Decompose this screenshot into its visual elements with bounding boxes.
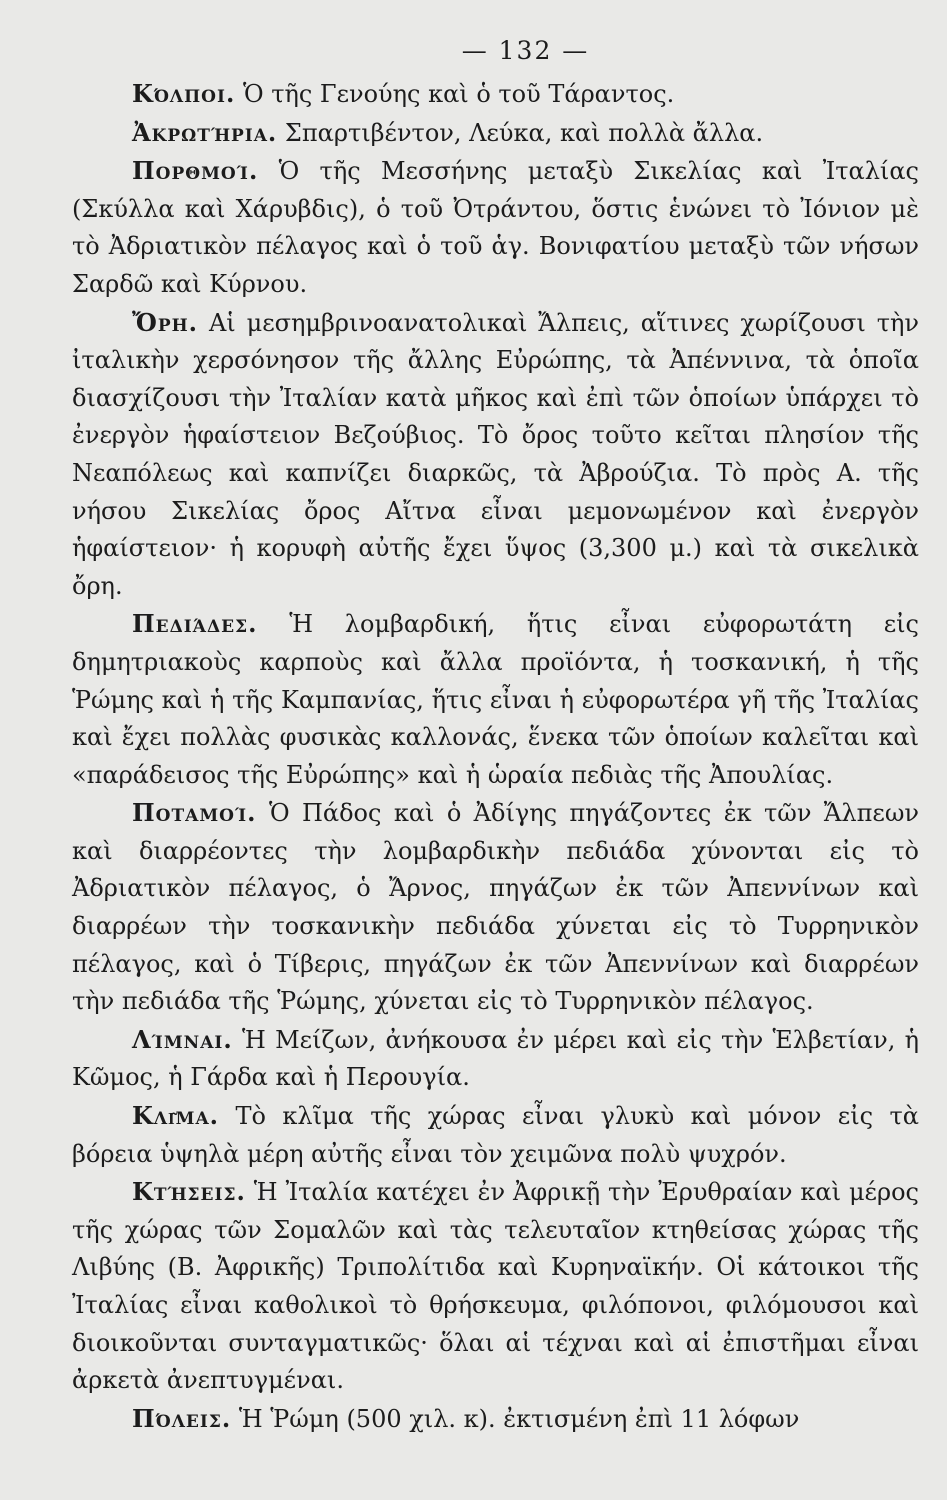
page-number: — 132 —	[461, 36, 590, 65]
section-heading: Ἀκρωτήρια.	[132, 117, 278, 147]
section-text: Ἡ λομβαρδική, ἥτις εἶναι εὐφορωτάτη εἰς δημητριακοὺς καρποὺς καὶ ἄλλα προϊόντα, ἡ τοσκανική, ἡ τῆς Ῥώμης καὶ ἡ τῆς Καμπανίας, ἥτις εἶναι ἡ εὐφορωτέρα γῆ τῆς Ἰταλίας καὶ ἔχει πολλὰς φυσικὰς καλλονάς, ἕνεκα τῶν ὁποίων καλεῖται καὶ «παράδεισος τῆς Εὐρώπης» καὶ ἡ ὡραία πεδιὰς τῆς Ἀπουλίας.	[72, 610, 919, 789]
section-text: Ἡ Ἰταλία κατέχει ἐν Ἀφρικῇ τὴν Ἐρυθραίαν καὶ μέρος τῆς χώρας τῶν Σομαλῶν καὶ τὰς τελευταῖον κτηθείσας χώρας τῆς Λιβύης (Β. Ἀφρικῆς) Τριπολίτιδα καὶ Κυρηναϊκήν. Οἱ κάτοικοι τῆς Ἰταλίας εἶναι καθολικοὶ τὸ θρήσκευμα, φιλόπονοι, φιλόμουσοι καὶ διοικοῦνται συνταγματικῶς· ὅλαι αἱ τέχναι καὶ αἱ ἐπιστῆμαι εἶναι ἀρκετὰ ἀνεπτυγμέναι.	[72, 1178, 919, 1395]
section-mountains	[72, 304, 919, 606]
section-heading: Κλῖμα.	[132, 1101, 220, 1131]
section-possessions	[72, 1173, 919, 1400]
section-cities	[72, 1400, 919, 1439]
section-text: Ὁ Πάδος καὶ ὁ Ἀδίγης πηγάζοντες ἐκ τῶν Ἄλπεων καὶ διαρρέοντες τὴν λομβαρδικὴν πεδιάδα χύνονται εἰς τὸ Ἀδριατικὸν πέλαγος, ὁ Ἄρνος, πηγάζων ἐκ τῶν Ἀπεννίνων καὶ διαρρέων τὴν τοσκανικὴν πεδιάδα χύνεται εἰς τὸ Τυρρηνικὸν πέλαγος, καὶ ὁ Τίβερις, πηγάζων ἐκ τῶν Ἀπεννίνων καὶ διαρρέων τὴν πεδιάδα τῆς Ῥώμης, χύνεται εἰς τὸ Τυρρηνικὸν πέλαγος.	[72, 799, 919, 1016]
section-heading: Λίμναι.	[132, 1024, 233, 1054]
section-climate	[72, 1097, 919, 1173]
section-text: Αἱ μεσημβρινοανατολικαὶ Ἄλπεις, αἵτινες χωρίζουσι τὴν ἰταλικὴν χερσόνησον τῆς ἄλλης Εὐρώπης, τὰ Ἀπέννινα, τὰ ὁποῖα διασχίζουσι τὴν Ἰταλίαν κατὰ μῆκος καὶ ἐπὶ τῶν ὁποίων ὑπάρχει τὸ ἐνεργὸν ἡφαίστειον Βεζούβιος. Τὸ ὄρος τοῦτο κεῖται πλησίον τῆς Νεαπόλεως καὶ καπνίζει διαρκῶς, τὰ Ἀβρούζια. Τὸ πρὸς Α. τῆς νήσου Σικελίας ὄρος Αἴτνα εἶναι μεμονωμένον καὶ ἐνεργὸν ἡφαίστειον· ἡ κορυφὴ αὐτῆς ἔχει ὕψος (3,300 μ.) καὶ τὰ σικελικὰ ὄρη.	[72, 308, 919, 600]
section-gulfs	[72, 75, 919, 114]
section-straits	[72, 152, 919, 303]
section-text: Ἡ Μείζων, ἀνήκουσα ἐν μέρει καὶ εἰς τὴν Ἑλβετίαν, ἡ Κῶμος, ἡ Γάρδα καὶ ἡ Περουγία.	[72, 1025, 919, 1092]
section-plains	[72, 605, 919, 794]
section-text: Ὁ τῆς Γενούης καὶ ὁ τοῦ Τάραντος.	[242, 80, 675, 108]
section-text: Ἡ Ῥώμη (500 χιλ. κ). ἐκτισμένη ἐπὶ 11 λόφων	[238, 1404, 800, 1433]
section-text: Τὸ κλῖμα τῆς χώρας εἶναι γλυκὺ καὶ μόνον εἰς τὰ βόρεια ὑψηλὰ μέρη αὐτῆς εἶναι τὸν χειμῶνα πολὺ ψυχρόν.	[72, 1102, 919, 1168]
section-heading: Ποταμοί.	[132, 798, 257, 828]
section-heading: Πόλεις.	[132, 1403, 232, 1433]
section-heading: Ὄρη.	[132, 307, 199, 337]
section-heading: Πεδιάδες.	[132, 609, 258, 639]
section-capes	[72, 114, 919, 153]
section-heading: Κόλποι.	[132, 79, 236, 108]
section-rivers	[72, 794, 919, 1021]
section-text: Ὁ τῆς Μεσσήνης μεταξὺ Σικελίας καὶ Ἰταλίας (Σκύλλα καὶ Χάρυβδις), ὁ τοῦ Ὀτράντου, ὅστις ἑνώνει τὸ Ἰόνιον μὲ τὸ Ἀδριατικὸν πέλαγος καὶ ὁ τοῦ ἁγ. Βονιφατίου μεταξὺ τῶν νήσων Σαρδῶ καὶ Κύρνου.	[72, 157, 919, 298]
section-heading: Πορθμοί.	[132, 156, 259, 186]
section-lakes	[72, 1021, 919, 1097]
section-text: Σπαρτιβέντον, Λεύκα, καὶ πολλὰ ἄλλα.	[284, 118, 764, 147]
section-heading: Κτήσεις.	[132, 1177, 246, 1207]
